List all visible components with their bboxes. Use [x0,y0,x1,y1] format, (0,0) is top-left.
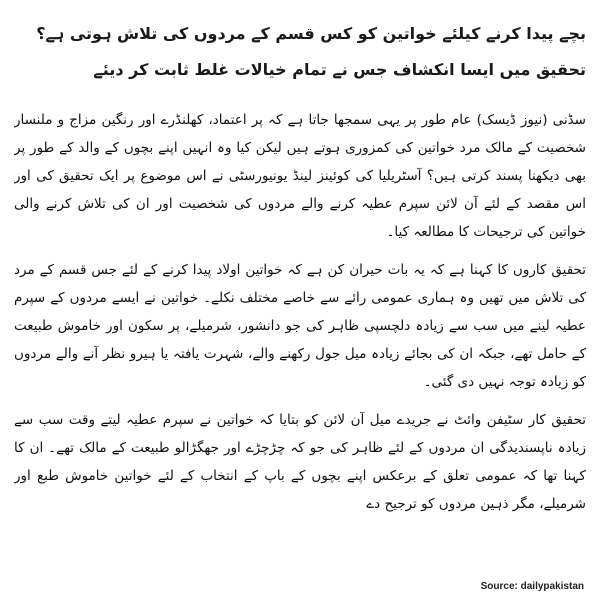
source-credit: Source: dailypakistan [480,581,584,592]
article-paragraph-3: تحقیق کار سٹیفن وائٹ نے جریدے میل آن لائن کو بتایا کہ خواتین نے سپرم عطیہ لیتے وقت سب سے زیادہ ناپسندیدگی ان مردوں کے لئے ظاہر کی جو کہ چڑچڑے اور جھگڑالو طبیعت کے مالک تھے۔ ان کا کہنا تھا کہ عمومی تعلق کے برعکس اپنے بچوں کے باپ کے انتخاب کے لئے خواتین خاموش طبع اور شرمیلے، مگر ذہین مردوں کو ترجیح دے [14,412,586,512]
article-paragraph-1: سڈنی (نیوز ڈیسک) عام طور پر یہی سمجھا جاتا ہے کہ پر اعتماد، کھلنڈرے اور رنگین مزاج و ملنسار شخصیت کے مالک مرد خواتین کی کمزوری ہوتے ہیں لیکن کیا وہ انہیں اپنے بچوں کے والد کے طور پر بھی دیکھنا پسند کرتی ہیں؟ آسٹریلیا کی کوئینز لینڈ یونیورسٹی نے اس موضوع پر ایک تحقیق کی اور اس مقصد کے لئے آن لائن سپرم عطیہ کرنے والے مردوں کی شخصیت اور ان کی تلاش کرنے والی خواتین کی ترجیحات کا مطالعہ کیا۔ [14,112,586,240]
article-paragraph-2: تحقیق کاروں کا کہنا ہے کہ یہ بات حیران کن ہے کہ خواتین اولاد پیدا کرنے کے لئے جس قسم کے مرد کی تلاش میں تھیں وہ ہماری عمومی رائے سے خاصے مختلف نکلے۔ خواتین نے ایسے مردوں کے سپرم عطیہ لینے میں سب سے زیادہ دلچسپی ظاہر کی جو دانشور، شرمیلے، پر سکون اور خاموش طبیعت کے حامل تھے، جبکہ ان کی بجائے زیادہ میل جول رکھنے والے، شہرت یافتہ یا ہیرو نظر آنے والے مردوں کو زیادہ توجہ نہیں دی گئی۔ [14,262,586,390]
article-headline: بچے پیدا کرنے کیلئے خواتین کو کس قسم کے مردوں کی تلاش ہوتی ہے؟ تحقیق میں ایسا انکشاف جس نے تمام خیالات غلط ثابت کر دیئے [36,24,586,79]
